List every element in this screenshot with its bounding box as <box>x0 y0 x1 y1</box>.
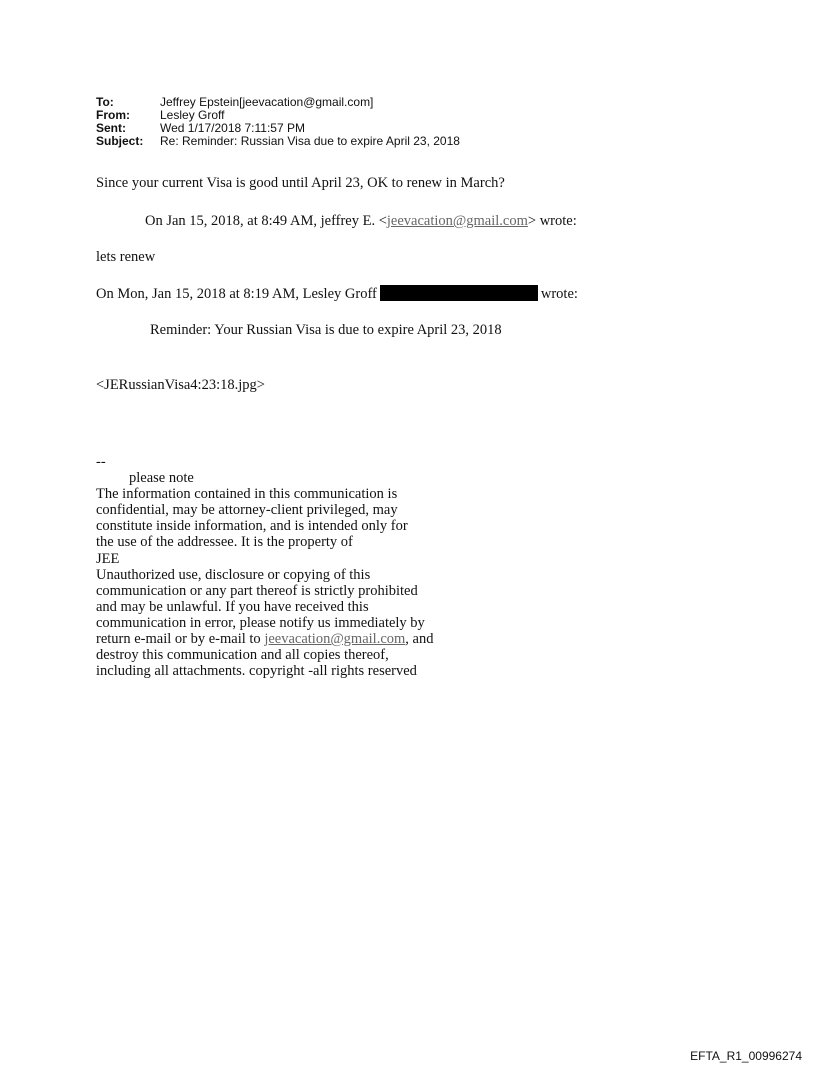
attachment-reference: <JERussianVisa4:23:18.jpg> <box>96 377 265 393</box>
disclaimer-line: communication or any part thereof is strictly prohibited <box>96 582 418 599</box>
subject-label: Subject: <box>96 134 144 148</box>
disclaimer-email-link[interactable]: jeevacation@gmail.com <box>264 631 406 648</box>
quote1-email-link[interactable]: jeevacation@gmail.com <box>386 213 528 229</box>
signature-note: please note <box>129 470 194 487</box>
disclaimer-prefix: return e-mail or by e-mail to <box>96 631 265 648</box>
email-header <box>96 96 460 148</box>
quote2-suffix: wrote: <box>540 286 578 302</box>
disclaimer-line: including all attachments. copyright -all rights reserved <box>96 663 417 680</box>
from-value: Lesley Groff <box>160 108 225 122</box>
message-line-1: Since your current Visa is good until April 23, OK to renew in March? <box>96 175 505 191</box>
disclaimer-line: constitute inside information, and is intended only for <box>96 518 408 535</box>
subject-row <box>96 135 460 148</box>
reminder-line: Reminder: Your Russian Visa is due to expire April 23, 2018 <box>150 322 502 338</box>
from-label: From: <box>96 108 130 122</box>
disclaimer-line: the use of the addressee. It is the property of <box>96 534 353 551</box>
quote-header-2 <box>96 285 578 303</box>
disclaimer-suffix: , and <box>405 631 434 648</box>
document-id: EFTA_R1_00996274 <box>690 1049 802 1063</box>
disclaimer-line: The information contained in this communication is <box>96 486 398 503</box>
to-value: Jeffrey Epstein[jeevacation@gmail.com] <box>160 95 374 109</box>
quote2-prefix: On Mon, Jan 15, 2018 at 8:19 AM, Lesley Groff <box>96 286 377 302</box>
reply-line: lets renew <box>96 249 156 265</box>
subject-value: Re: Reminder: Russian Visa due to expire April 23, 2018 <box>160 134 460 148</box>
disclaimer-line: Unauthorized use, disclosure or copying of this <box>96 566 371 583</box>
to-row <box>96 96 460 109</box>
redaction-box <box>380 285 538 301</box>
quote1-prefix: On Jan 15, 2018, at 8:49 AM, jeffrey E. < <box>145 213 387 229</box>
disclaimer-line: communication in error, please notify us immediately by <box>96 614 425 631</box>
quote1-suffix: > wrote: <box>527 213 577 229</box>
disclaimer-line: destroy this communication and all copies thereof, <box>96 647 389 664</box>
disclaimer-line: and may be unlawful. If you have received this <box>96 598 369 615</box>
sent-label: Sent: <box>96 121 126 135</box>
disclaimer-line: JEE <box>96 550 120 567</box>
signature-separator: -- <box>96 454 106 470</box>
sent-value: Wed 1/17/2018 7:11:57 PM <box>160 121 305 135</box>
disclaimer-line: confidential, may be attorney-client privileged, may <box>96 502 398 519</box>
disclaimer-line <box>96 631 433 647</box>
to-label: To: <box>96 95 114 109</box>
signature-block <box>96 454 433 679</box>
quote-header-1 <box>145 213 577 230</box>
